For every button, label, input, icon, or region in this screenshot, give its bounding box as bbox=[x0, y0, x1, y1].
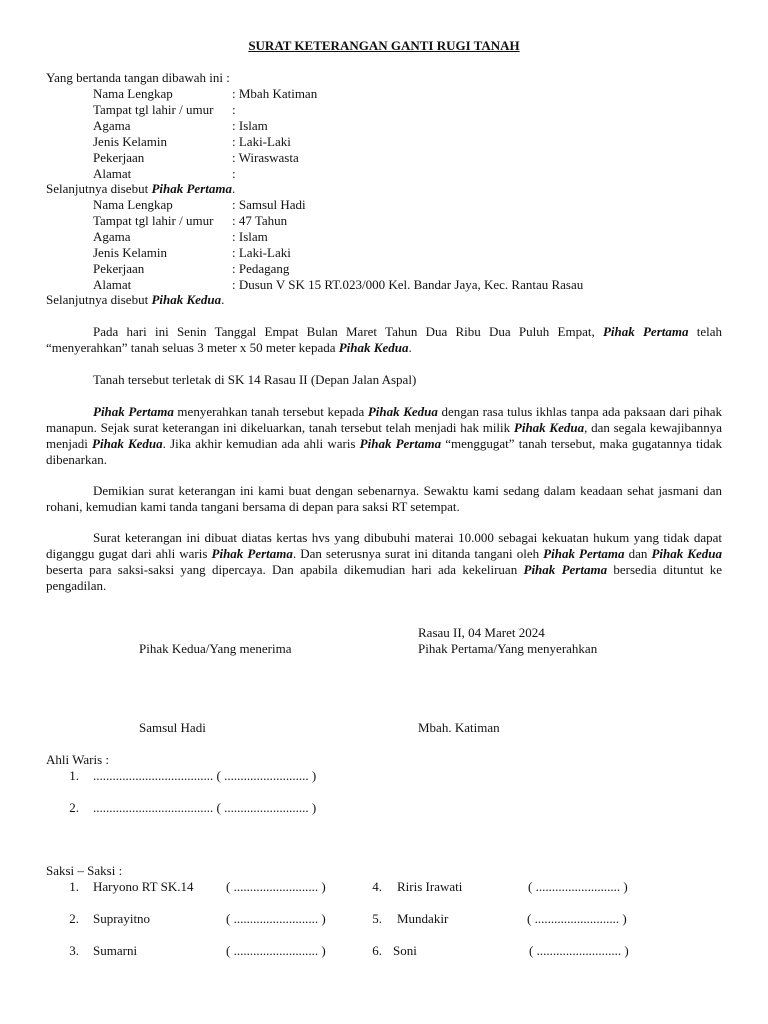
witness-signature-line: ( .......................... ) bbox=[528, 879, 628, 894]
party1-value-job: : Wiraswasta bbox=[232, 150, 299, 165]
party1-label-address: Alamat bbox=[93, 166, 132, 181]
witness-signature-line: ( .......................... ) bbox=[226, 879, 326, 894]
witness-name: Suprayitno bbox=[93, 911, 151, 926]
paragraph-ownership: Pihak Pertama menyerahkan tanah tersebut kepada Pihak Kedua dengan rasa tulus ikhlas tanpa ada paksaan dari pihak manapun. Sejak surat keterangan ini dikeluarkan, tanah tersebut telah menjadi hak milik Pihak Kedua, dan segala kewajibannya menjadi Pihak Kedua. Jika akhir kemudian ada ahli waris Pihak Pertama “menggugat” tanah tersebut, maka gugatannya tidak dibenarkan. bbox=[46, 404, 722, 467]
witness-number: 5. bbox=[372, 911, 382, 926]
document-title: SURAT KETERANGAN GANTI RUGI TANAH bbox=[248, 38, 520, 53]
party1-value-birth: : bbox=[232, 102, 236, 117]
witness-signature-line: ( .......................... ) bbox=[527, 911, 627, 926]
party2-value-job: : Pedagang bbox=[232, 261, 290, 276]
party1-role: Pihak Pertama bbox=[151, 181, 232, 196]
left-signer-role: Pihak Kedua/Yang menerima bbox=[139, 641, 292, 656]
paragraph-legal: Surat keterangan ini dibuat diatas kertas hvs yang dibubuhi materai 10.000 sebagai kekuatan hukum yang tidak dapat diganggu gugat dari ahli waris Pihak Pertama. Dan seterusnya surat ini ditanda tangani oleh Pihak Pertama dan Pihak Kedua beserta para saksi-saksi yang dipercaya. Dan apabila dikemudian hari ada kekeliruan Pihak Pertama bersedia dituntut ke pengadilan. bbox=[46, 530, 722, 593]
witness-number: 2. bbox=[69, 911, 79, 926]
witness-name: Soni bbox=[393, 943, 417, 958]
witness-number: 3. bbox=[69, 943, 79, 958]
witness-number: 6. bbox=[372, 943, 382, 958]
party2-value-name: : Samsul Hadi bbox=[232, 197, 306, 212]
right-signer-role: Pihak Pertama/Yang menyerahkan bbox=[418, 641, 598, 656]
party2-label-religion: Agama bbox=[93, 229, 131, 244]
party2-label-address: Alamat bbox=[93, 277, 132, 292]
intro-text: Yang bertanda tangan dibawah ini : bbox=[46, 70, 230, 85]
witness-name: Mundakir bbox=[397, 911, 449, 926]
party1-label-name: Nama Lengkap bbox=[93, 86, 173, 101]
left-signer-name: Samsul Hadi bbox=[139, 720, 206, 735]
party1-closing: Selanjutnya disebut Pihak Pertama. bbox=[46, 181, 236, 196]
witness-name: Haryono RT SK.14 bbox=[93, 879, 194, 894]
witness-signature-line: ( .......................... ) bbox=[226, 911, 326, 926]
party2-label-job: Pekerjaan bbox=[93, 261, 145, 276]
paragraph-location: Tanah tersebut terletak di SK 14 Rasau II (Depan Jalan Aspal) bbox=[93, 372, 417, 387]
party1-label-job: Pekerjaan bbox=[93, 150, 145, 165]
party1-value-name: : Mbah Katiman bbox=[232, 86, 318, 101]
witness-name: Riris Irawati bbox=[397, 879, 463, 894]
party2-label-gender: Jenis Kelamin bbox=[93, 245, 168, 260]
party1-value-gender: : Laki-Laki bbox=[232, 134, 291, 149]
heir-signature-line: ..................................... ( .......................... ) bbox=[93, 768, 317, 783]
witness-name: Sumarni bbox=[93, 943, 138, 958]
heir-signature-line: ..................................... ( .......................... ) bbox=[93, 800, 317, 815]
heir-number: 1. bbox=[69, 768, 79, 783]
witness-number: 1. bbox=[69, 879, 79, 894]
party2-value-religion: : Islam bbox=[232, 229, 268, 244]
party2-value-birth: : 47 Tahun bbox=[232, 213, 288, 228]
witness-signature-line: ( .......................... ) bbox=[226, 943, 326, 958]
party1-label-gender: Jenis Kelamin bbox=[93, 134, 168, 149]
party2-value-gender: : Laki-Laki bbox=[232, 245, 291, 260]
party1-label-religion: Agama bbox=[93, 118, 131, 133]
paragraph-declaration: Demikian surat keterangan ini kami buat dengan sebenarnya. Sewaktu kami sedang dalam keadaan sehat jasmani dan rohani, kemudian kami tanda tangani bersama di depan para saksi RT setempat. bbox=[46, 483, 722, 514]
party2-value-address: : Dusun V SK 15 RT.023/000 Kel. Bandar Jaya, Kec. Rantau Rasau bbox=[232, 277, 584, 292]
party1-value-address: : bbox=[232, 166, 236, 181]
witnesses-heading: Saksi – Saksi : bbox=[46, 863, 123, 878]
party1-label-birth: Tampat tgl lahir / umur bbox=[93, 102, 214, 117]
party1-value-religion: : Islam bbox=[232, 118, 268, 133]
heirs-heading: Ahli Waris : bbox=[46, 752, 109, 767]
place-date: Rasau II, 04 Maret 2024 bbox=[418, 625, 545, 640]
party2-closing: Selanjutnya disebut Pihak Kedua. bbox=[46, 292, 225, 307]
party2-label-birth: Tampat tgl lahir / umur bbox=[93, 213, 214, 228]
witness-number: 4. bbox=[372, 879, 382, 894]
heir-number: 2. bbox=[69, 800, 79, 815]
paragraph-handover: Pada hari ini Senin Tanggal Empat Bulan Maret Tahun Dua Ribu Dua Puluh Empat, Pihak Pertama telah “menyerahkan” tanah seluas 3 meter x 50 meter kepada Pihak Kedua. bbox=[46, 324, 722, 355]
party2-label-name: Nama Lengkap bbox=[93, 197, 173, 212]
witness-signature-line: ( .......................... ) bbox=[529, 943, 629, 958]
right-signer-name: Mbah. Katiman bbox=[418, 720, 500, 735]
party2-role: Pihak Kedua bbox=[151, 292, 222, 307]
